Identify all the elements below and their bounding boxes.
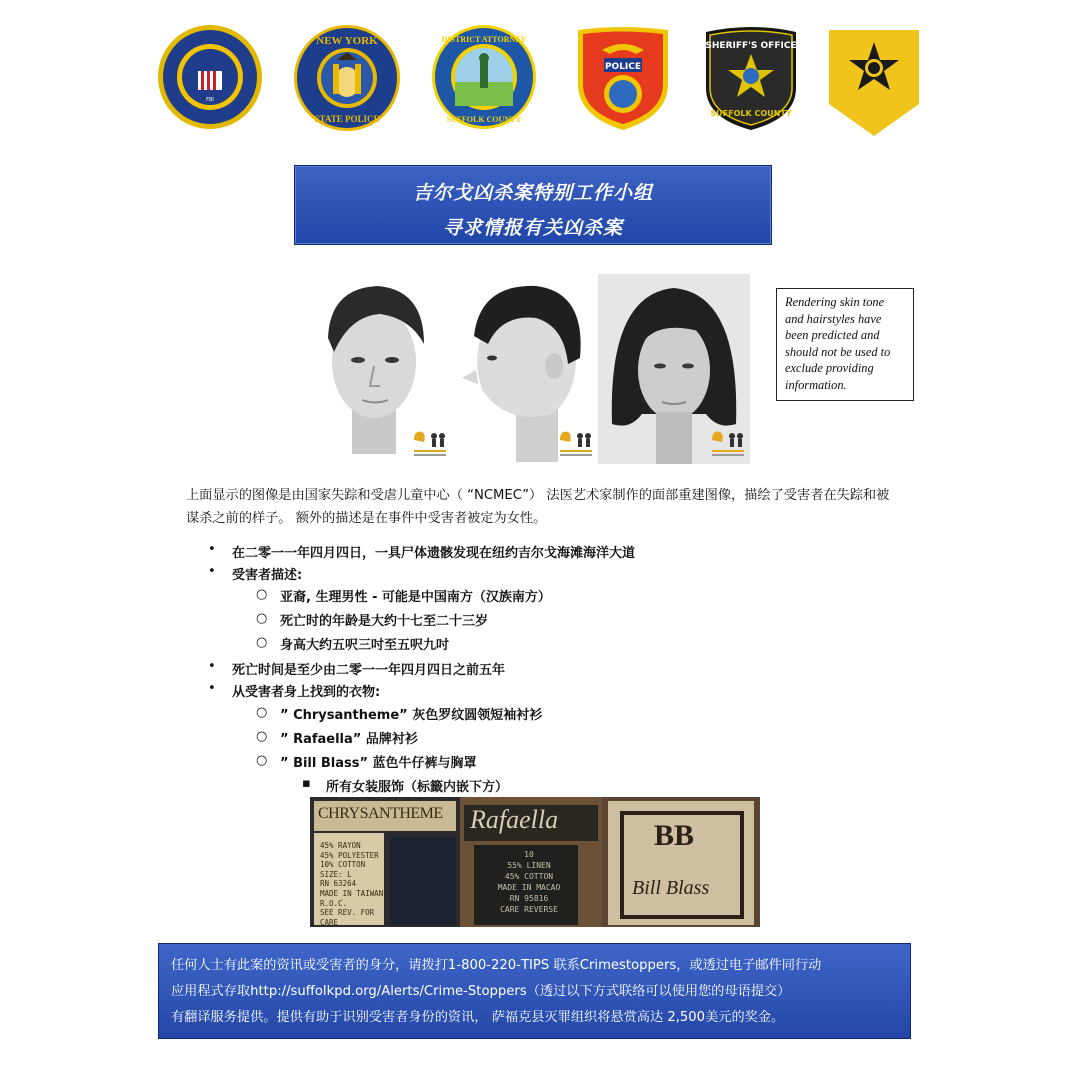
list-item: ” Bill Blass” 蓝色牛仔裤与胸罩 <box>280 756 477 771</box>
svg-text:NEW YORK: NEW YORK <box>316 35 378 47</box>
secret-service-badge-icon <box>829 30 919 136</box>
care-line: SIZE: L <box>320 869 352 879</box>
care-line: 55% LINEN <box>507 861 551 870</box>
rafaella-label <box>460 797 602 927</box>
care-line: SEE REV. FOR CARE <box>320 908 375 927</box>
nys-police-seal-icon <box>293 24 401 132</box>
svg-text:SUFFOLK COUNTY: SUFFOLK COUNTY <box>446 115 522 124</box>
care-line: CARE REVERSE <box>500 905 558 914</box>
svg-text:DISTRICT ATTORNEY: DISTRICT ATTORNEY <box>441 35 527 44</box>
care-line: MADE IN TAIWAN <box>320 888 384 898</box>
brand-text: BB <box>654 819 695 852</box>
care-text <box>320 841 390 927</box>
svg-text:SHERIFF'S OFFICE: SHERIFF'S OFFICE <box>705 41 797 51</box>
sheriff-office-patch-icon <box>703 24 799 132</box>
ncmec-logo-icon <box>412 426 448 460</box>
brand-text: Rafaella <box>470 805 559 834</box>
list-item: 身高大约五呎三吋至五呎九吋 <box>280 638 450 653</box>
bullet-dot-icon: • <box>208 542 216 557</box>
svg-text:FBI: FBI <box>206 97 214 103</box>
ncmec-logo-icon <box>558 426 594 460</box>
disclaimer-note: Rendering skin tone and hairstyles have been predicted and should not be used to exclude providing information. <box>776 288 914 401</box>
agency-badge-row <box>0 0 1080 150</box>
footer-line: 应用程式存取http://suffolkpd.org/Alerts/Crime-Stoppers（透过以下方式联络可以使用您的母语提交） <box>171 984 791 999</box>
clothing-labels-photo <box>310 797 760 927</box>
reconstruction-front-image <box>300 274 452 464</box>
care-line: 45% COTTON <box>504 872 554 881</box>
list-item: 死亡时的年龄是大约十七至二十三岁 <box>280 614 489 629</box>
bill-blass-label <box>602 797 760 927</box>
bullet-circle-icon: ○ <box>256 753 268 768</box>
svg-text:POLICE: POLICE <box>604 62 642 72</box>
care-line: RN 63264 <box>320 879 357 889</box>
svg-text:STATE POLICE: STATE POLICE <box>314 114 380 124</box>
intro-paragraph: 上面显示的图像是由国家失踪和受虐儿童中心（ “NCMEC”） 法医艺术家制作的面部重建图像，描绘了受害者在失踪和被谋杀之前的样子。 额外的描述是在事件中受害者被定为女性。 <box>186 488 890 526</box>
care-line: R.O.C. <box>320 898 348 908</box>
banner-title: 吉尔戈凶杀案特别工作小组 <box>412 182 653 204</box>
title-banner <box>294 165 772 245</box>
ncmec-logo-icon <box>710 426 746 460</box>
fbi-seal-icon <box>157 24 263 130</box>
svg-text:SUFFOLK COUNTY: SUFFOLK COUNTY <box>710 109 792 118</box>
suffolk-police-patch-icon <box>574 24 672 132</box>
list-item: 所有女装服饰（标籤内嵌下方） <box>326 780 509 795</box>
care-line: RN 95816 <box>509 894 549 903</box>
care-line: 10 <box>524 850 534 859</box>
signature-text: Bill Blass <box>632 877 710 899</box>
bullet-circle-icon: ○ <box>256 635 268 650</box>
reconstruction-female-image <box>598 274 750 464</box>
list-item: 在二零一一年四月四日，一具尸体遗骸发现在纽约吉尔戈海滩海洋大道 <box>232 546 636 561</box>
reconstruction-profile-image <box>452 274 598 464</box>
district-attorney-seal-icon <box>431 24 537 130</box>
list-item: 从受害者身上找到的衣物: <box>232 685 381 700</box>
list-item: ” Chrysantheme” 灰色罗纹圆领短袖衬衫 <box>280 708 543 723</box>
care-line: 45% POLYESTER <box>320 850 379 860</box>
brand-text: CHRYSANTHEME <box>318 805 443 822</box>
bullet-square-icon: ▪ <box>302 776 311 791</box>
bullet-dot-icon: • <box>208 659 216 674</box>
list-item: 受害者描述: <box>232 568 303 583</box>
contact-footer <box>158 943 911 1039</box>
banner-subtitle: 寻求情报有关凶杀案 <box>442 217 623 239</box>
bullet-circle-icon: ○ <box>256 611 268 626</box>
bullet-dot-icon: • <box>208 564 216 579</box>
care-line: 10% COTTON <box>320 860 366 870</box>
bullet-circle-icon: ○ <box>256 587 268 602</box>
bullet-dot-icon: • <box>208 681 216 696</box>
care-line: 45% RAYON <box>320 841 361 850</box>
list-item: 亚裔, 生理男性 - 可能是中国南方（汉族南方） <box>280 590 551 605</box>
chrysantheme-label <box>310 797 460 927</box>
list-item: ” Rafaella” 品牌衬衫 <box>280 732 418 747</box>
bullet-circle-icon: ○ <box>256 729 268 744</box>
care-text <box>480 849 578 915</box>
footer-line: 任何人士有此案的资讯或受害者的身分，请拨打1-800-220-TIPS 联系Crimestoppers，或透过电子邮件同行动 <box>171 958 822 973</box>
footer-line: 有翻译服务提供。提供有助于识别受害者身份的资讯， 萨福克县灭罪组织将悬赏高达 2,500美元的奖金。 <box>171 1010 785 1025</box>
list-item: 死亡时间是至少由二零一一年四月四日之前五年 <box>232 663 506 678</box>
care-line: MADE IN MACAO <box>497 883 561 892</box>
bullet-circle-icon: ○ <box>256 705 268 720</box>
